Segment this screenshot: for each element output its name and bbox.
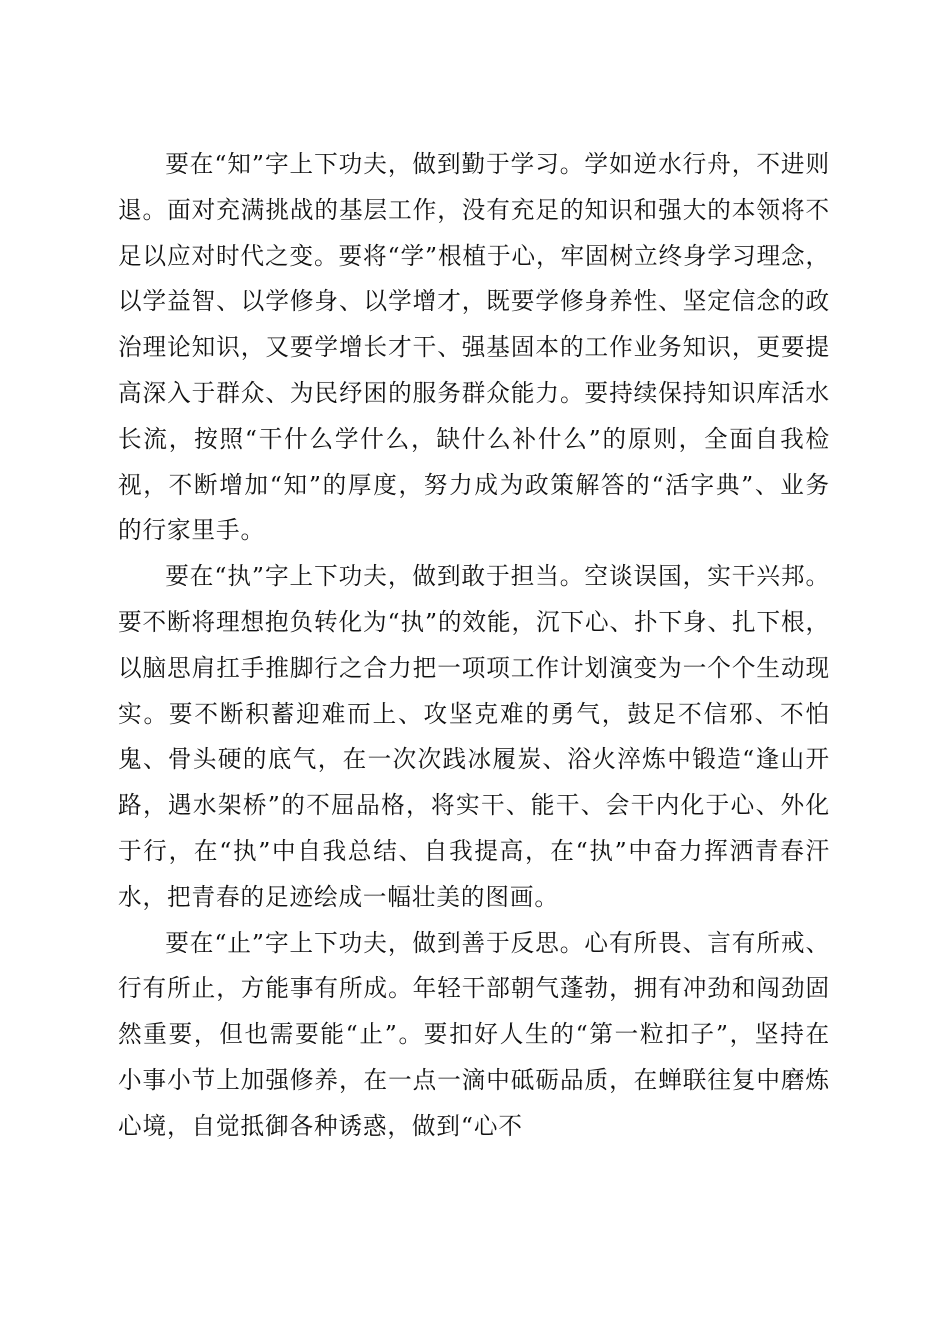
document-body	[118, 142, 830, 1150]
paragraph-zhi-execution: 要在“执”字上下功夫，做到敢于担当。空谈误国，实干兴邦。要不断将理想抱负转化为“执”的效能，沉下心、扑下身、扎下根，以脑思肩扛手推脚行之合力把一项项工作计划演变为一个个生动现实。要不断积蓄迎难而上、攻坚克难的勇气，鼓足不信邪、不怕鬼、骨头硬的底气，在一次次践冰履炭、浴火淬炼中锻造“逢山开路，遇水架桥”的不屈品格，将实干、能干、会干内化于心、外化于行，在“执”中自我总结、自我提高，在“执”中奋力挥洒青春汗水，把青春的足迹绘成一幅壮美的图画。	[118, 562, 830, 911]
paragraph-zhi-stop: 要在“止”字上下功夫，做到善于反思。心有所畏、言有所戒、行有所止，方能事有所成。年轻干部朝气蓬勃，拥有冲劲和闯劲固然重要，但也需要能“止”。要扣好人生的“第一粒扣子”，坚持在小事小节上加强修养，在一点一滴中砥砺品质，在蝉联往复中磨炼心境，自觉抵御各种诱惑，做到“心不	[118, 928, 830, 1140]
paragraph-zhi: 要在“知”字上下功夫，做到勤于学习。学如逆水行舟，不进则退。面对充满挑战的基层工作，没有充足的知识和强大的本领将不足以应对时代之变。要将“学”根植于心，牢固树立终身学习理念，以学益智、以学修身、以学增才，既要学修身养性、坚定信念的政治理论知识，又要学增长才干、强基固本的工作业务知识，更要提高深入于群众、为民纾困的服务群众能力。要持续保持知识库活水长流，按照“干什么学什么，缺什么补什么”的原则，全面自我检视，不断增加“知”的厚度，努力成为政策解答的“活字典”、业务的行家里手。	[118, 150, 830, 545]
